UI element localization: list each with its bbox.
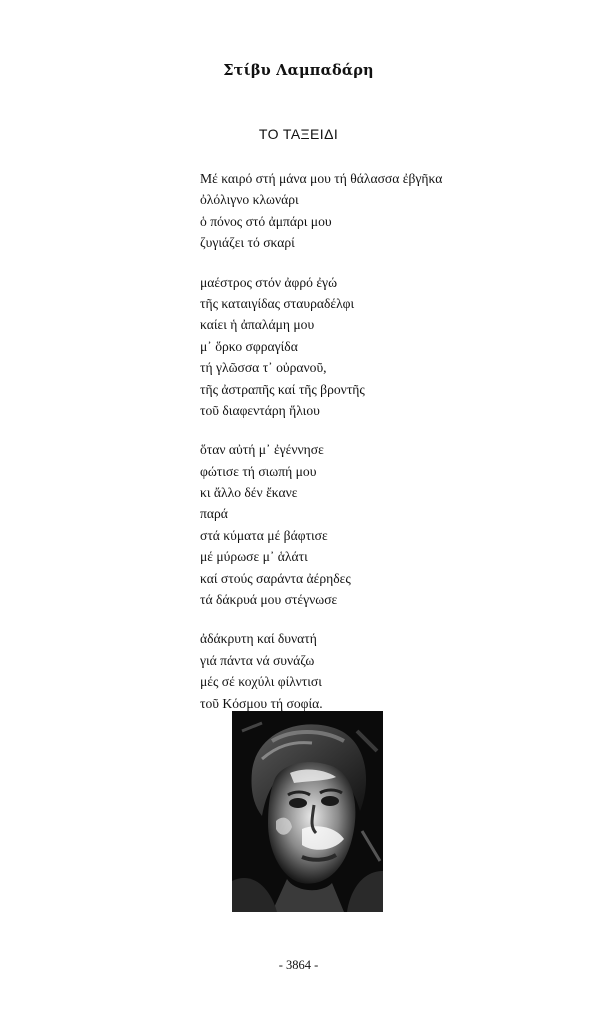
poem-line: τοῦ Κόσμου τή σοφία. (200, 695, 323, 711)
poem-line: καί στούς σαράντα ἀέρηδες (200, 570, 351, 586)
poem-line: καίει ἡ ἀπαλάμη μου (200, 317, 315, 333)
author-name: Στίβυ Λαμπαδάρη (223, 62, 374, 79)
poem-line: μαέστρος στόν ἀφρό ἐγώ (200, 274, 338, 290)
poem-body (200, 168, 580, 732)
stanza (200, 439, 580, 610)
poem-line: κι ἄλλο δέν ἔκανε (200, 485, 298, 501)
poem-line: ὁ πόνος στό ἀμπάρι μου (200, 213, 332, 229)
poem-line: Μέ καιρό στή μάνα μου τή θάλασσα ἐβγῆκα (200, 171, 443, 186)
poem-line: ὅταν αὐτή μ᾽ ἐγέννησε (200, 442, 324, 458)
poem-line: μ᾽ ὅρκο σφραγίδα (200, 338, 298, 354)
poem-line: τοῦ διαφεντάρη ἥλιου (200, 402, 320, 418)
stanza (200, 272, 580, 422)
poem-line: φώτισε τή σιωπή μου (200, 463, 317, 479)
poem-title: ΤΟ ΤΑΞΕΙΔΙ (258, 126, 339, 142)
poem-line: τή γλῶσσα τ᾽ οὐρανοῦ, (200, 360, 327, 376)
portrait-painting (232, 711, 383, 912)
poem-line: τά δάκρυά μου στέγνωσε (200, 592, 338, 608)
stanza (200, 168, 580, 254)
poem-line: μέ μύρωσε μ᾽ ἁλάτι (200, 549, 308, 565)
page-number: - 3864 - (278, 958, 319, 972)
poem-line: τῆς καταιγίδας σταυραδέλφι (200, 295, 355, 311)
poem-line: στά κύματα μέ βάφτισε (200, 527, 328, 543)
portrait-image (232, 711, 383, 912)
poem-line: τῆς ἀστραπῆς καί τῆς βροντῆς (200, 381, 365, 397)
poem-line: παρά (200, 506, 228, 522)
poem-line: ζυγιάζει τό σκαρί (200, 235, 295, 251)
poem-line: μές σέ κοχύλι φίλντισι (200, 674, 322, 690)
poem-line: γιά πάντα νά συνάζω (200, 652, 315, 668)
poem-line: ὀλόλιγνο κλωνάρι (200, 192, 299, 208)
stanza (200, 628, 580, 714)
poem-line: ἀδάκρυτη καί δυνατή (200, 631, 317, 647)
